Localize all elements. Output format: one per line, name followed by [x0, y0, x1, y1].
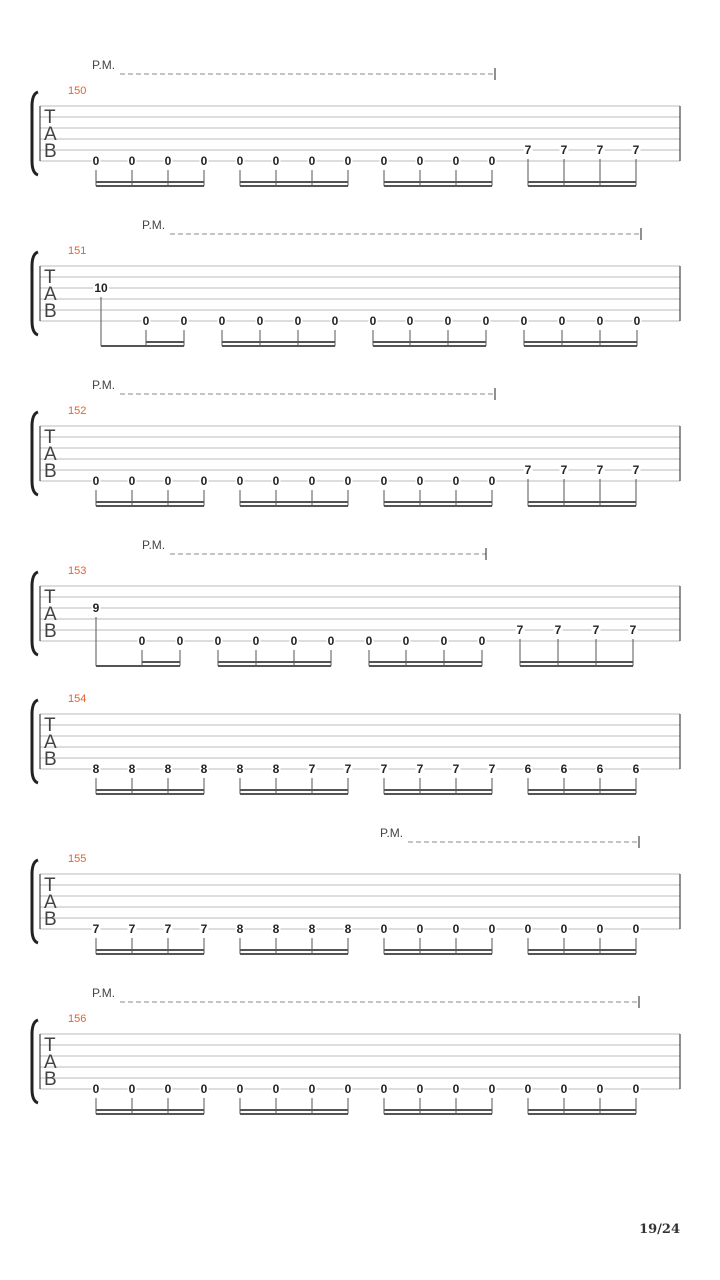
fret-number: 8 [308, 922, 316, 936]
fret-number: 0 [344, 474, 352, 488]
tab-clef-letter: A [44, 604, 57, 625]
fret-number: 7 [128, 922, 136, 936]
fret-number: 7 [632, 143, 640, 157]
fret-number: 7 [92, 922, 100, 936]
fret-number: 0 [406, 314, 414, 328]
fret-number: 8 [272, 762, 280, 776]
fret-number: 7 [488, 762, 496, 776]
fret-number: 0 [164, 1082, 172, 1096]
fret-number: 8 [92, 762, 100, 776]
fret-number: 0 [520, 314, 528, 328]
fret-number: 0 [452, 154, 460, 168]
fret-number: 7 [596, 143, 604, 157]
fret-number: 0 [180, 314, 188, 328]
fret-number: 7 [308, 762, 316, 776]
fret-number: 0 [416, 154, 424, 168]
fret-number: 0 [138, 634, 146, 648]
tab-clef-letter: T [44, 427, 56, 448]
measure-number: 150 [68, 85, 87, 97]
fret-number: 0 [402, 634, 410, 648]
fret-number: 0 [452, 474, 460, 488]
fret-number: 6 [596, 762, 604, 776]
fret-number: 0 [218, 314, 226, 328]
fret-number: 0 [365, 634, 373, 648]
fret-number: 0 [344, 1082, 352, 1096]
fret-number: 7 [164, 922, 172, 936]
fret-number: 6 [632, 762, 640, 776]
fret-number: 0 [380, 474, 388, 488]
fret-number: 0 [164, 474, 172, 488]
fret-number: 7 [452, 762, 460, 776]
fret-number: 0 [560, 922, 568, 936]
fret-number: 0 [128, 154, 136, 168]
fret-number: 0 [236, 154, 244, 168]
fret-number: 0 [488, 1082, 496, 1096]
fret-number: 0 [214, 634, 222, 648]
fret-number: 0 [92, 474, 100, 488]
tab-clef-letter: B [44, 621, 57, 642]
fret-number: 0 [482, 314, 490, 328]
fret-number: 7 [380, 762, 388, 776]
fret-number: 0 [440, 634, 448, 648]
fret-number: 7 [516, 623, 524, 637]
fret-number: 7 [596, 463, 604, 477]
fret-number: 0 [290, 634, 298, 648]
tab-clef-letter: B [44, 1069, 57, 1090]
tab-clef-letter: A [44, 1052, 57, 1073]
fret-number: 10 [94, 281, 108, 295]
measure-number: 154 [68, 693, 87, 705]
fret-number: 0 [452, 922, 460, 936]
fret-number: 0 [632, 922, 640, 936]
fret-number: 0 [256, 314, 264, 328]
fret-number: 0 [558, 314, 566, 328]
tab-system [32, 58, 680, 186]
fret-number: 0 [92, 1082, 100, 1096]
tab-clef-letter: T [44, 587, 56, 608]
fret-number: 0 [128, 1082, 136, 1096]
fret-number: 0 [331, 314, 339, 328]
measure-number: 156 [68, 1013, 87, 1025]
fret-number: 0 [596, 922, 604, 936]
fret-number: 0 [236, 1082, 244, 1096]
fret-number: 7 [632, 463, 640, 477]
tab-clef-letter: A [44, 732, 57, 753]
system-brace [32, 92, 38, 175]
tab-system [32, 693, 680, 794]
fret-number: 8 [272, 922, 280, 936]
fret-number: 0 [272, 154, 280, 168]
fret-number: 0 [380, 154, 388, 168]
system-brace [32, 572, 38, 655]
fret-number: 0 [272, 474, 280, 488]
fret-number: 7 [524, 143, 532, 157]
fret-number: 0 [236, 474, 244, 488]
fret-number: 0 [444, 314, 452, 328]
fret-number: 6 [560, 762, 568, 776]
fret-number: 0 [164, 154, 172, 168]
tab-system [32, 218, 680, 346]
tab-system [32, 378, 680, 506]
fret-number: 6 [524, 762, 532, 776]
tab-system [32, 826, 680, 954]
fret-number: 0 [452, 1082, 460, 1096]
fret-number: 0 [369, 314, 377, 328]
fret-number: 0 [478, 634, 486, 648]
fret-number: 0 [200, 154, 208, 168]
fret-number: 0 [272, 1082, 280, 1096]
tab-clef-letter: B [44, 301, 57, 322]
page-number: 19/24 [639, 1222, 680, 1237]
system-brace [32, 252, 38, 335]
fret-number: 8 [164, 762, 172, 776]
palm-mute-label: P.M. [142, 538, 166, 552]
fret-number: 8 [236, 922, 244, 936]
fret-number: 0 [142, 314, 150, 328]
fret-number: 0 [488, 474, 496, 488]
palm-mute-label: P.M. [142, 218, 166, 232]
fret-number: 0 [633, 314, 641, 328]
tab-clef-letter: B [44, 141, 57, 162]
fret-number: 0 [308, 1082, 316, 1096]
fret-number: 0 [380, 922, 388, 936]
fret-number: 0 [488, 922, 496, 936]
fret-number: 7 [629, 623, 637, 637]
fret-number: 0 [294, 314, 302, 328]
system-brace [32, 1020, 38, 1103]
fret-number: 8 [128, 762, 136, 776]
measure-number: 153 [68, 565, 87, 577]
palm-mute-label: P.M. [92, 986, 116, 1000]
tab-clef-letter: T [44, 267, 56, 288]
measure-number: 151 [68, 245, 87, 257]
fret-number: 0 [524, 922, 532, 936]
fret-number: 0 [308, 154, 316, 168]
system-brace [32, 700, 38, 783]
fret-number: 0 [92, 154, 100, 168]
fret-number: 0 [632, 1082, 640, 1096]
fret-number: 7 [554, 623, 562, 637]
fret-number: 0 [560, 1082, 568, 1096]
tab-clef-letter: A [44, 284, 57, 305]
fret-number: 7 [560, 463, 568, 477]
fret-number: 0 [308, 474, 316, 488]
system-brace [32, 412, 38, 495]
tab-clef-letter: T [44, 875, 56, 896]
fret-number: 7 [416, 762, 424, 776]
fret-number: 7 [524, 463, 532, 477]
fret-number: 8 [236, 762, 244, 776]
fret-number: 8 [200, 762, 208, 776]
fret-number: 0 [380, 1082, 388, 1096]
palm-mute-label: P.M. [92, 58, 116, 72]
fret-number: 0 [327, 634, 335, 648]
palm-mute-label: P.M. [92, 378, 116, 392]
fret-number: 0 [176, 634, 184, 648]
tab-clef-letter: A [44, 124, 57, 145]
fret-number: 0 [488, 154, 496, 168]
fret-number: 9 [92, 601, 100, 615]
fret-number: 0 [416, 922, 424, 936]
fret-number: 0 [200, 1082, 208, 1096]
tab-system [32, 538, 680, 666]
fret-number: 7 [560, 143, 568, 157]
fret-number: 0 [252, 634, 260, 648]
tab-clef-letter: B [44, 461, 57, 482]
tab-clef-letter: A [44, 892, 57, 913]
fret-number: 0 [416, 474, 424, 488]
fret-number: 8 [344, 922, 352, 936]
tab-clef-letter: T [44, 1035, 56, 1056]
fret-number: 0 [596, 314, 604, 328]
tab-clef-letter: A [44, 444, 57, 465]
tab-system [32, 986, 680, 1114]
fret-number: 0 [524, 1082, 532, 1096]
fret-number: 7 [344, 762, 352, 776]
measure-number: 155 [68, 853, 87, 865]
fret-number: 0 [128, 474, 136, 488]
fret-number: 7 [592, 623, 600, 637]
fret-number: 0 [596, 1082, 604, 1096]
palm-mute-label: P.M. [380, 826, 404, 840]
fret-number: 0 [200, 474, 208, 488]
tab-clef-letter: T [44, 107, 56, 128]
tab-clef-letter: B [44, 749, 57, 770]
fret-number: 7 [200, 922, 208, 936]
system-brace [32, 860, 38, 943]
fret-number: 0 [416, 1082, 424, 1096]
tab-clef-letter: T [44, 715, 56, 736]
tab-clef-letter: B [44, 909, 57, 930]
measure-number: 152 [68, 405, 87, 417]
fret-number: 0 [344, 154, 352, 168]
